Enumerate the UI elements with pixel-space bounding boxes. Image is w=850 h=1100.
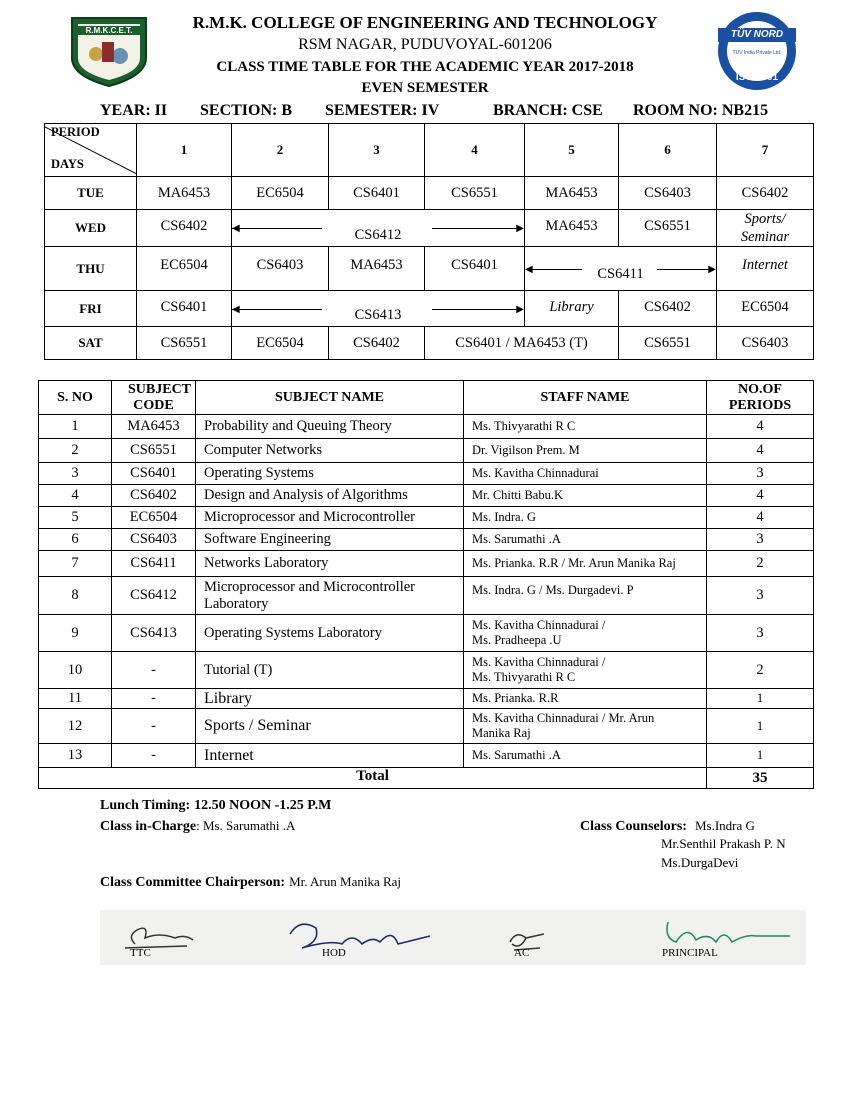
timetable-cell: CS6401 / MA6453 (T) — [425, 327, 619, 360]
timetable-row-wed — [45, 210, 814, 247]
arrow-left-icon — [527, 269, 582, 270]
cell-staff: Dr. Vigilson Prem. M — [464, 439, 707, 463]
cell-name: Computer Networks — [196, 439, 464, 463]
lunch-timing — [100, 796, 331, 814]
counselors-label: Class Counselors: — [580, 819, 687, 834]
cell-periods: 4 — [707, 439, 814, 463]
cell-staff: Mr. Chitti Babu.K — [464, 485, 707, 507]
cell-sno: 3 — [39, 463, 112, 485]
cell-code: CS6412 — [112, 577, 196, 615]
lab-span-cell — [525, 247, 717, 291]
cell-sno: 9 — [39, 615, 112, 652]
arrow-left-icon — [232, 228, 322, 229]
total-row — [39, 768, 814, 789]
timetable-cell: CS6402 — [137, 210, 232, 247]
cell-code: - — [112, 652, 196, 689]
period-label: PERIOD — [51, 125, 100, 139]
timetable-cell: EC6504 — [232, 327, 329, 360]
timetable-cell: CS6551 — [425, 177, 525, 210]
cell-code: CS6411 — [112, 551, 196, 577]
signature-label: PRINCIPAL — [662, 947, 718, 959]
arrow-right-icon-head: ▶ — [708, 264, 716, 275]
cell-staff: Ms. Prianka. R.R / Mr. Arun Manika Raj — [464, 551, 707, 577]
cell-code: MA6453 — [112, 415, 196, 439]
cell-code: CS6551 — [112, 439, 196, 463]
cell-periods: 3 — [707, 529, 814, 551]
timetable-cell: CS6401 — [137, 291, 232, 327]
cert-brand: TÜV NORD — [730, 29, 784, 40]
cell-sno: 10 — [39, 652, 112, 689]
timetable-cell: CS6401 — [425, 247, 525, 291]
cell-sno: 11 — [39, 689, 112, 709]
timetable-cell: CS6551 — [619, 210, 717, 247]
cell-staff: Ms. Kavitha Chinnadurai / Ms. Pradheepa .U — [464, 615, 707, 652]
total-value: 35 — [707, 768, 814, 789]
table-row — [39, 463, 814, 485]
cell-sno: 13 — [39, 744, 112, 768]
cell-sno: 12 — [39, 709, 112, 744]
cell-sno: 7 — [39, 551, 112, 577]
class-incharge: Class in-Charge: Ms. Sarumathi .A — [100, 818, 296, 834]
cert-iso: ISO 9001 — [735, 72, 779, 83]
table-row — [39, 529, 814, 551]
cell-code: EC6504 — [112, 507, 196, 529]
timetable-cell: MA6453 — [329, 247, 425, 291]
total-label: Total — [39, 768, 707, 789]
cell-code: CS6413 — [112, 615, 196, 652]
cell-name: Sports / Seminar — [196, 709, 464, 744]
cell-periods: 1 — [707, 689, 814, 709]
arrow-right-icon — [432, 228, 522, 229]
subject-table — [38, 380, 814, 789]
signature-strip — [100, 910, 806, 965]
col-header-code: SUBJECT CODE — [112, 381, 196, 415]
timetable-row-sat — [45, 327, 814, 360]
cell-name: Microprocessor and Microcontroller — [196, 507, 464, 529]
arrow-right-icon — [432, 309, 522, 310]
cell-code: - — [112, 709, 196, 744]
table-row — [39, 507, 814, 529]
day-label: WED — [45, 210, 137, 247]
chair-label: Class Committee Chairperson: — [100, 875, 286, 890]
signature-label: TTC — [130, 947, 151, 959]
table-row — [39, 577, 814, 615]
signature-ac — [500, 920, 560, 960]
cell-periods: 4 — [707, 415, 814, 439]
timetable-cell: EC6504 — [717, 291, 814, 327]
cell-code: CS6403 — [112, 529, 196, 551]
arrow-left-icon — [232, 309, 322, 310]
table-row — [39, 652, 814, 689]
timetable-cell: CS6403 — [619, 177, 717, 210]
cell-periods: 2 — [707, 551, 814, 577]
cell-sno: 5 — [39, 507, 112, 529]
timetable-cell: Internet — [717, 247, 814, 291]
cell-name: Operating Systems — [196, 463, 464, 485]
info-semester: SEMESTER: IV — [325, 102, 440, 119]
cell-staff: Ms. Sarumathi .A — [464, 744, 707, 768]
cell-staff: Ms. Thivyarathi R C — [464, 415, 707, 439]
lunch-label: Lunch Timing: — [100, 798, 191, 813]
timetable-cell: CS6402 — [619, 291, 717, 327]
period-number: 3 — [329, 124, 425, 177]
cell-name: Software Engineering — [196, 529, 464, 551]
timetable-row-tue — [45, 177, 814, 210]
timetable-cell: Sports/ Seminar — [717, 210, 814, 247]
timetable-row-thu — [45, 247, 814, 291]
timetable-cell: CS6402 — [717, 177, 814, 210]
cell-name: Tutorial (T) — [196, 652, 464, 689]
signature-label: AC — [514, 947, 530, 959]
cell-name: Probability and Queuing Theory — [196, 415, 464, 439]
logo-text: R.M.K.C.E.T. — [85, 26, 133, 35]
timetable-cell: CS6403 — [717, 327, 814, 360]
lab-code: CS6412 — [354, 226, 402, 243]
timetable-cell: MA6453 — [137, 177, 232, 210]
cell-periods: 4 — [707, 507, 814, 529]
cell-sno: 1 — [39, 415, 112, 439]
arrow-right-icon — [657, 269, 712, 270]
day-label: THU — [45, 247, 137, 291]
table-row — [39, 551, 814, 577]
timetable-cell: CS6551 — [137, 327, 232, 360]
period-days-corner — [45, 124, 137, 177]
counselor-name: Ms.DurgaDevi — [661, 855, 739, 870]
signature-hod — [280, 914, 440, 959]
arrow-right-icon-head: ▶ — [516, 223, 524, 234]
cell-name: Design and Analysis of Algorithms — [196, 485, 464, 507]
info-branch: BRANCH: CSE — [493, 102, 603, 119]
cell-periods: 1 — [707, 709, 814, 744]
info-room: ROOM NO: NB215 — [633, 102, 769, 119]
college-address: RSM NAGAR, PUDUVOYAL-601206 — [298, 36, 552, 53]
lab-span-cell — [232, 291, 525, 327]
col-header-sno: S. NO — [39, 381, 112, 415]
cell-staff: Ms. Indra. G — [464, 507, 707, 529]
timetable-cell: EC6504 — [137, 247, 232, 291]
class-counselors — [580, 817, 755, 835]
cell-name: Internet — [196, 744, 464, 768]
cell-name: Operating Systems Laboratory — [196, 615, 464, 652]
day-label: TUE — [45, 177, 137, 210]
subject-table-header — [39, 381, 814, 415]
table-row — [39, 689, 814, 709]
table-row — [39, 744, 814, 768]
counselor-name: Mr.Senthil Prakash P. N — [661, 836, 786, 851]
timetable-cell: EC6504 — [232, 177, 329, 210]
timetable-row-fri — [45, 291, 814, 327]
timetable-cell: MA6453 — [525, 177, 619, 210]
cell-code: CS6401 — [112, 463, 196, 485]
college-name: R.M.K. COLLEGE OF ENGINEERING AND TECHNOLOGY — [192, 13, 658, 32]
period-number: 7 — [717, 124, 814, 177]
cell-periods: 3 — [707, 577, 814, 615]
days-label: DAYS — [51, 157, 84, 171]
cell-staff: Ms. Prianka. R.R — [464, 689, 707, 709]
info-year: YEAR: II — [100, 102, 168, 119]
cell-code: - — [112, 689, 196, 709]
table-row — [39, 615, 814, 652]
cell-sno: 8 — [39, 577, 112, 615]
col-header-staff: STAFF NAME — [464, 381, 707, 415]
period-number: 1 — [137, 124, 232, 177]
table-row — [39, 709, 814, 744]
period-number: 5 — [525, 124, 619, 177]
cell-staff: Ms. Kavitha Chinnadurai — [464, 463, 707, 485]
incharge-label: Class in-Charge — [100, 819, 197, 834]
table-row — [39, 485, 814, 507]
cell-periods: 3 — [707, 463, 814, 485]
col-header-periods: NO.OF PERIODS — [707, 381, 814, 415]
committee-chairperson — [100, 873, 401, 891]
lab-code: CS6411 — [597, 266, 644, 282]
arrow-left-icon-head: ◀ — [232, 223, 240, 234]
lab-span-cell — [232, 210, 525, 247]
day-label: FRI — [45, 291, 137, 327]
cell-periods: 1 — [707, 744, 814, 768]
cell-code: - — [112, 744, 196, 768]
timetable-cell: Library — [525, 291, 619, 327]
period-number: 2 — [232, 124, 329, 177]
cell-name: Networks Laboratory — [196, 551, 464, 577]
cell-staff: Ms. Indra. G / Ms. Durgadevi. P — [464, 577, 707, 615]
period-number: 4 — [425, 124, 525, 177]
period-number: 6 — [619, 124, 717, 177]
signature-label: HOD — [322, 947, 346, 959]
cell-sno: 4 — [39, 485, 112, 507]
timetable-cell: MA6453 — [525, 210, 619, 247]
cell-code: CS6402 — [112, 485, 196, 507]
cell-periods: 3 — [707, 615, 814, 652]
lab-code: CS6413 — [354, 307, 402, 323]
cell-periods: 4 — [707, 485, 814, 507]
cell-name: Library — [196, 689, 464, 709]
signature-ttc — [115, 916, 205, 956]
cell-staff: Ms. Sarumathi .A — [464, 529, 707, 551]
cell-periods: 2 — [707, 652, 814, 689]
timetable-cell: CS6403 — [232, 247, 329, 291]
timetable-header-row — [45, 124, 814, 177]
counselor-name: Ms.Indra G — [694, 818, 755, 833]
timetable — [44, 123, 814, 360]
semester-type: EVEN SEMESTER — [361, 80, 489, 96]
timetable-cell: CS6401 — [329, 177, 425, 210]
table-row — [39, 439, 814, 463]
day-label: SAT — [45, 327, 137, 360]
timetable-cell: CS6402 — [329, 327, 425, 360]
info-section: SECTION: B — [200, 102, 293, 119]
table-row — [39, 415, 814, 439]
col-header-name: SUBJECT NAME — [196, 381, 464, 415]
cell-name: Microprocessor and Microcontroller Laboratory — [196, 577, 464, 615]
chair-value: Mr. Arun Manika Raj — [289, 874, 402, 889]
cell-staff: Ms. Kavitha Chinnadurai / Mr. Arun Manika Raj — [464, 709, 707, 744]
cell-sno: 2 — [39, 439, 112, 463]
arrow-right-icon-head: ▶ — [516, 304, 524, 315]
document-title: CLASS TIME TABLE FOR THE ACADEMIC YEAR 2017-2018 — [216, 59, 634, 75]
cert-sub: TUV India Private Ltd. — [732, 50, 782, 56]
cell-staff: Ms. Kavitha Chinnadurai / Ms. Thivyarathi R C — [464, 652, 707, 689]
arrow-left-icon-head: ◀ — [232, 304, 240, 315]
arrow-left-icon-head: ◀ — [525, 264, 533, 275]
cell-sno: 6 — [39, 529, 112, 551]
lunch-value: 12.50 NOON -1.25 P.M — [194, 798, 332, 813]
timetable-cell: CS6551 — [619, 327, 717, 360]
incharge-value: Ms. Sarumathi .A — [202, 818, 296, 833]
